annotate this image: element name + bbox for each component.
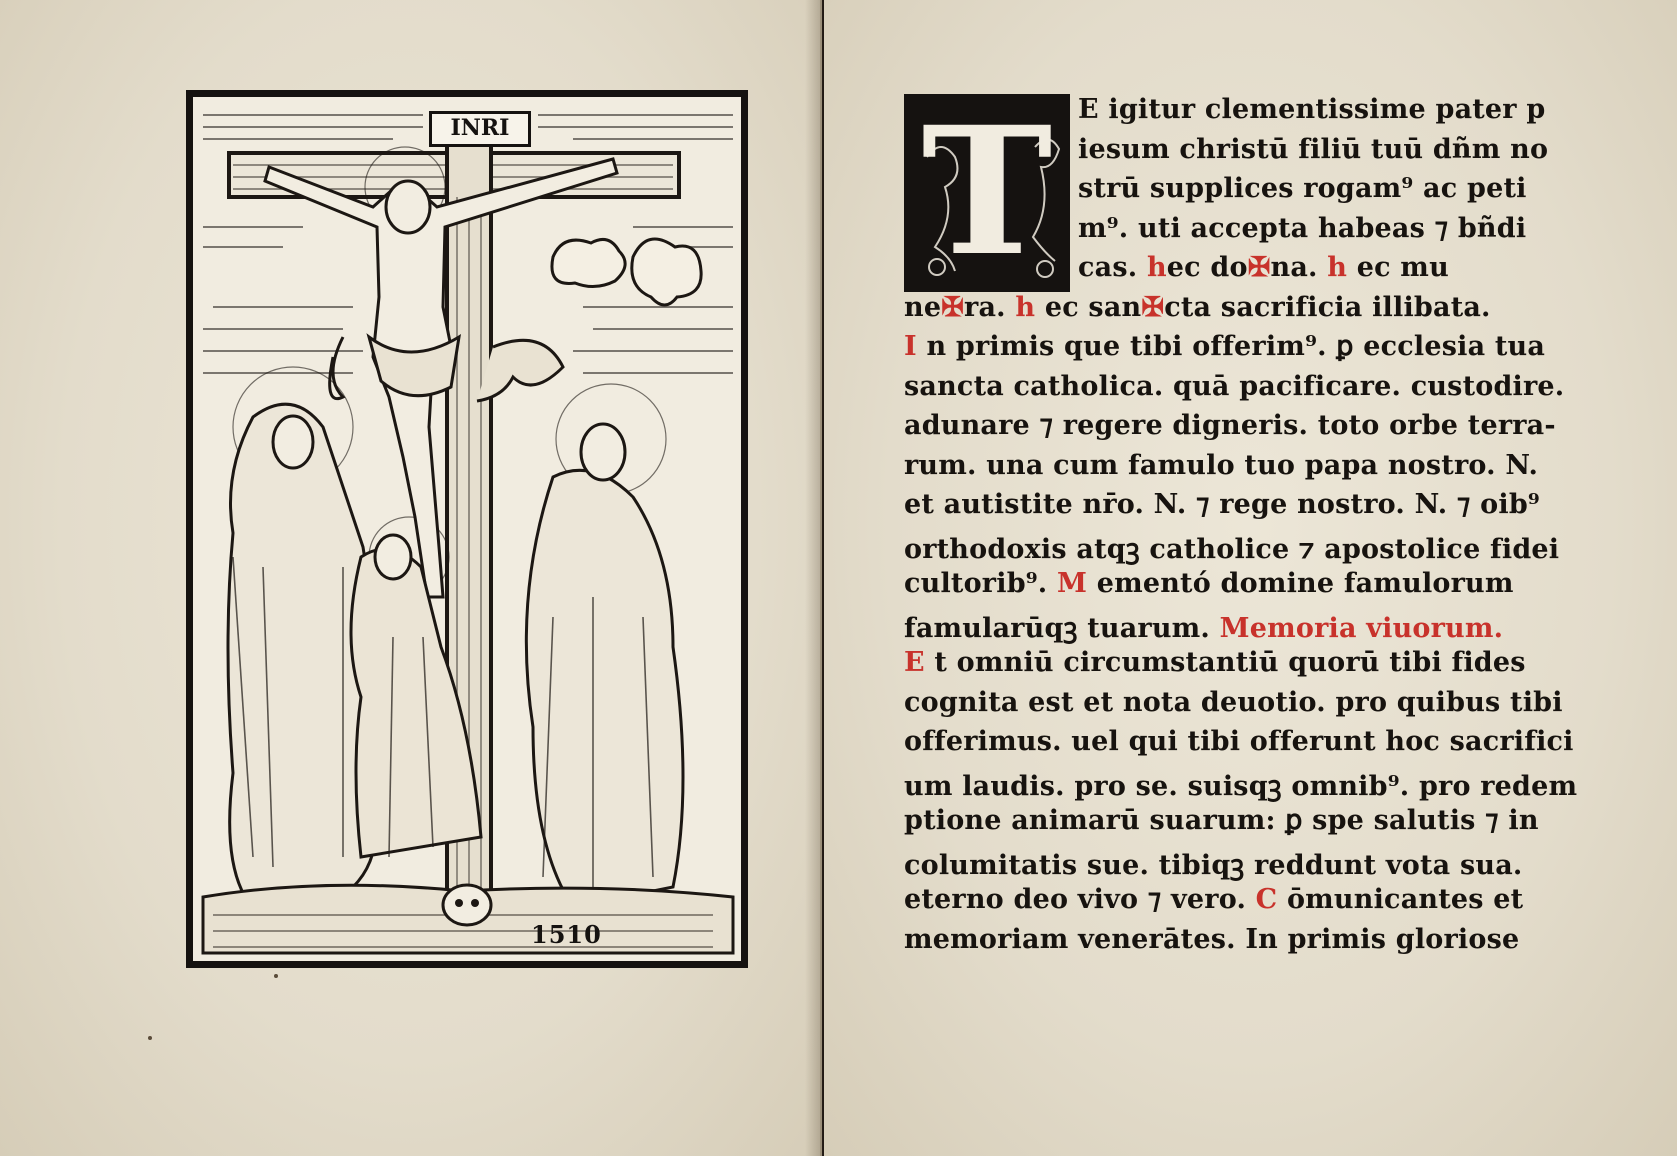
text-segment: ec mu [1347,252,1449,283]
text-segment: cognita est et nota deuotio. pro quibus tibi [904,686,1563,718]
text-segment: eterno deo vivo ⁊ vero. [904,884,1256,915]
rubric-segment: ✠ [941,291,965,323]
text-segment: E igitur clementissime pater p [1078,94,1546,125]
text-line [904,647,1526,681]
text-segment: cultorib⁹. [904,568,1057,599]
text-segment: famularūqꝫ tuarum. [904,612,1220,644]
woodcut-year: 1510 [531,920,602,949]
text-line [904,489,1540,523]
text-segment: ra. [964,291,1016,323]
text-segment: strū supplices rogam⁹ ac peti [1078,173,1527,204]
decorated-initial [904,88,1070,295]
text-segment: adunare ⁊ regere digneris. toto orbe terra- [904,410,1556,441]
text-segment: ec do [1166,252,1248,283]
left-page [0,0,822,1156]
text-line [904,449,1539,484]
rubric-segment: h [1327,252,1348,283]
text-segment: rum. una cum famulo tuo papa nostro. N. [904,449,1539,481]
text-line [904,608,1504,644]
text-segment: t omniū circumstantiū quorū tibi fides [924,647,1526,678]
text-segment: na. [1270,252,1328,283]
text-line [904,292,1500,326]
text-segment: ōmunicantes et [1277,884,1524,915]
rubric-segment: I [904,331,917,362]
text-segment: memoriam venerātes. In primis gloriose [904,923,1520,955]
text-segment: ec san [1035,291,1142,323]
paper-speck [274,974,278,978]
initial-letter: T [921,88,1053,295]
rubric-segment: h [1015,291,1036,323]
text-line [904,686,1563,721]
text-line [904,529,1560,565]
text-segment: columitatis sue. tibiqꝫ reddunt vota sua. [904,849,1523,881]
text-line [1078,252,1500,286]
right-page [824,0,1677,1156]
text-segment: ementó domine famulorum [1087,568,1514,599]
text-line [1078,133,1549,168]
text-segment: ptione animarū suarum: ꝑ spe salutis ⁊ in [904,805,1539,836]
crucifixion-woodcut [186,90,748,968]
text-segment: et autistite nr̄o. N. ⁊ rege nostro. N. ⁊ oib⁹ [904,489,1540,520]
text-line [904,568,1514,602]
text-line [1078,212,1527,247]
rubric-segment: ✠ [1247,252,1271,283]
text-line [904,884,1524,918]
text-line [904,370,1565,405]
text-line [904,331,1546,365]
text-segment: iesum christū filiū tuū dñm no [1078,133,1549,165]
text-segment: n primis que tibi offerim⁹. ꝑ ecclesia tua [916,331,1546,362]
text-line [904,766,1578,802]
text-segment: cta sacrificia illibata. [1164,291,1491,323]
paper-speck [148,1036,152,1040]
text-segment: orthodoxis atqꝫ catholice ⁊ apostolice fidei [904,533,1560,565]
text-segment: offerimus. uel qui tibi offerunt hoc sacrifici [904,726,1574,757]
text-segment: cas. [1078,252,1147,283]
rubric-segment: ✠ [1141,291,1165,323]
woodcut-illustration [193,97,741,961]
text-line [1078,94,1546,128]
text-line [904,845,1523,881]
text-line [904,805,1539,839]
rubric-segment: M [1057,568,1088,599]
text-segment: ne [904,291,942,323]
text-segment: m⁹. uti accepta habeas ⁊ bñdi [1078,212,1527,244]
rubric-segment: C [1255,884,1278,915]
text-line [1078,173,1527,207]
rubric-segment: Memoria viuorum. [1219,612,1504,644]
inri-plaque: INRI [429,111,531,147]
initial-ornament [907,88,1067,295]
rubric-segment: E [904,647,925,678]
text-line [904,410,1556,444]
text-line [904,726,1574,760]
text-segment: sancta catholica. quā pacificare. custodire. [904,370,1565,402]
text-line [904,923,1520,958]
text-segment: um laudis. pro se. suisqꝫ omnib⁹. pro redem [904,770,1578,802]
rubric-segment: h [1146,252,1167,283]
